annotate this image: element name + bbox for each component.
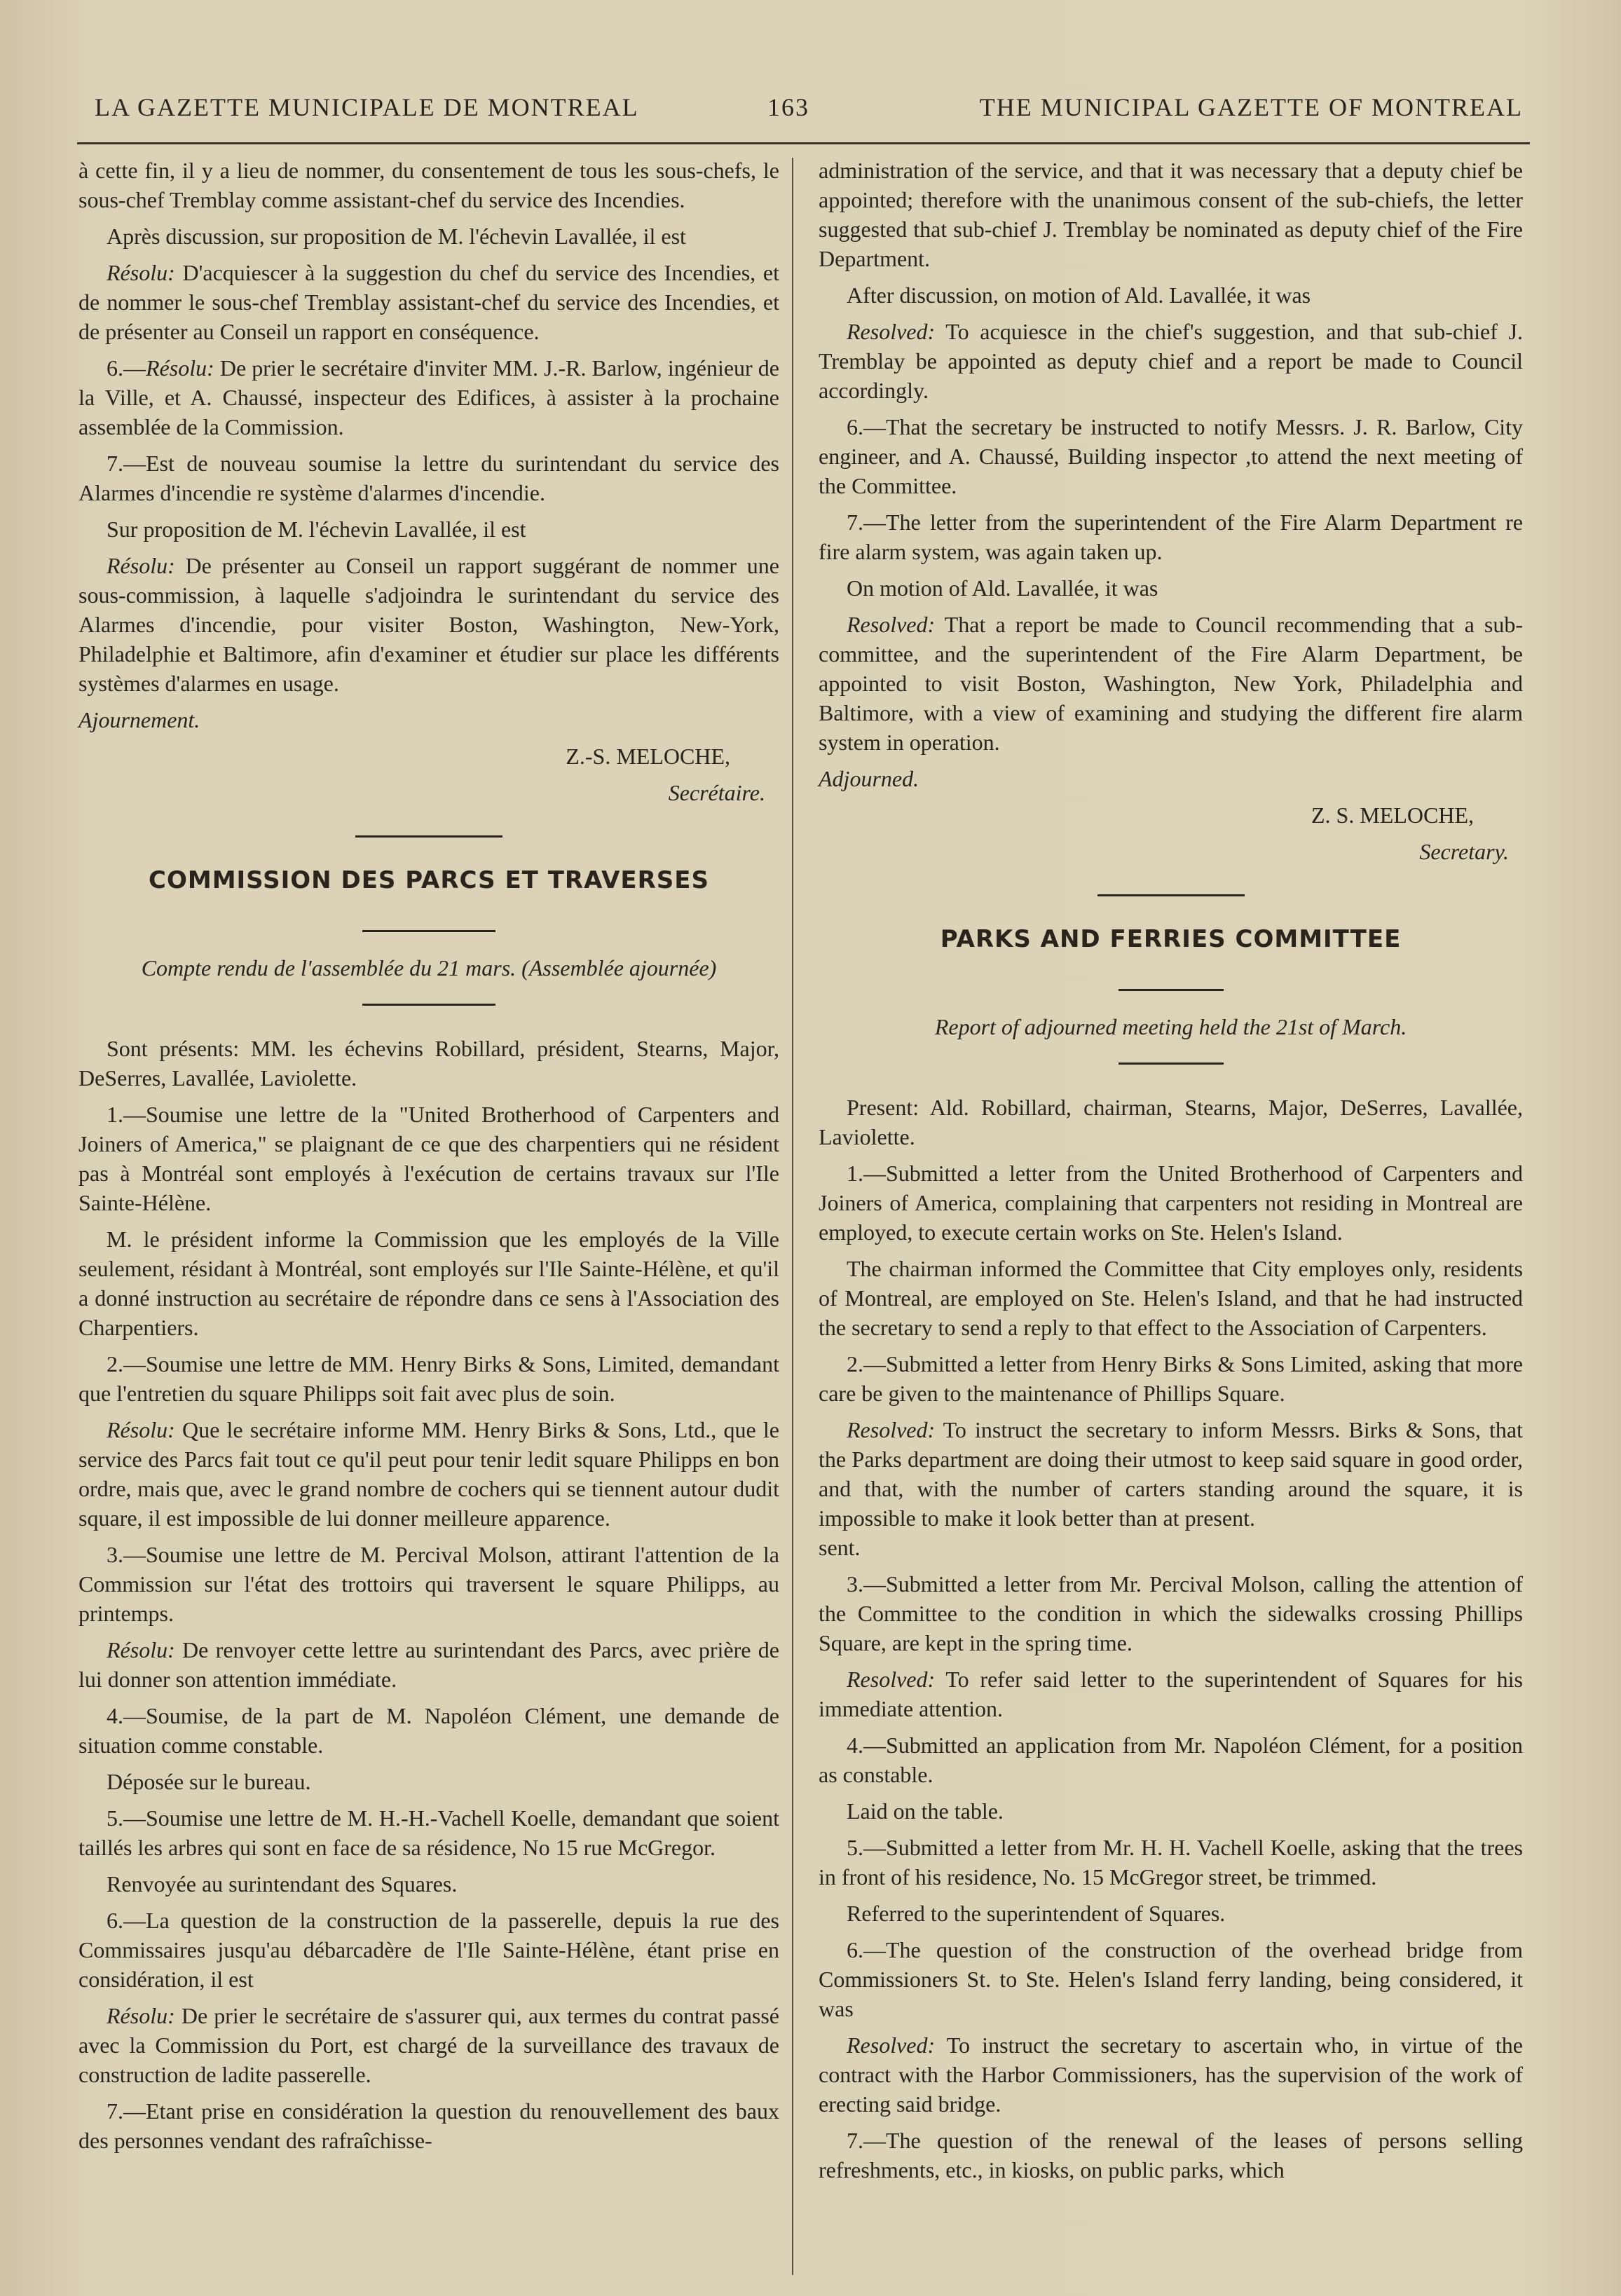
fr-paragraph: 5.—Soumise une lettre de M. H.-H.-Vachell Koelle, demandant que soient taillés les arbres qui sont en face de sa résidence, No 15 rue McGregor.	[78, 1805, 779, 1860]
en-adjourned: Adjourned.	[819, 766, 919, 791]
en-resolution-text: To refer said letter to the superintendent of Squares for his immediate attention.	[819, 1667, 1523, 1721]
en-paragraph: 5.—Submitted a letter from Mr. H. H. Vachell Koelle, asking that the trees in front of his residence, No. 15 McGregor street, be trimmed.	[819, 1835, 1523, 1890]
fr-resolution-text: De renvoyer cette lettre au surintendant des Parcs, avec prière de lui donner son attention immédiate.	[78, 1637, 779, 1692]
en-paragraph: 4.—Submitted an application from Mr. Napoléon Clément, for a position as constable.	[819, 1733, 1523, 1787]
en-resolved-label: Resolved:	[847, 2032, 936, 2058]
fr-paragraph: 2.—Soumise une lettre de MM. Henry Birks & Sons, Limited, demandant que l'entretien du square Philipps soit fait avec plus de soin.	[78, 1351, 779, 1406]
fr-paragraph: Sur proposition de M. l'échevin Lavallée, il est	[107, 517, 526, 542]
fr-paragraph: 7.—Est de nouveau soumise la lettre du surintendant du service des Alarmes d'incendie re système d'alarmes d'incendie.	[78, 451, 779, 505]
fr-paragraph	[78, 1415, 779, 1533]
fr-paragraph	[78, 2001, 779, 2089]
en-paragraph: 3.—Submitted a letter from Mr. Percival Molson, calling the attention of the Committee to the condition in which the sidewalks crossing Phillips Square, are kept in the spring time.	[819, 1571, 1523, 1655]
en-resolution-text: To acquiesce in the chief's suggestion, and that sub-chief J. Tremblay be appointed as deputy chief and a report be made to Council accordingly.	[819, 319, 1523, 403]
fr-paragraph: 3.—Soumise une lettre de M. Percival Molson, attirant l'attention de la Commission sur l'état des trottoirs qui traversent le square Philipps, au printemps.	[78, 1542, 779, 1626]
en-resolution-text: That a report be made to Council recommending that a sub-committee, and the superintendent of the Fire Alarm Department, be appointed to visit Boston, Washington, New York, Philadelphia and Baltimore, with a view of examining and studying the different fire alarm system in operation.	[819, 612, 1523, 755]
fr-resolution-text: De prier le secrétaire de s'assurer qui, aux termes du contrat passé avec la Commission du Port, est chargé de la surveillance des travaux de construction de ladite passerelle.	[78, 2003, 779, 2087]
en-paragraph: Present: Ald. Robillard, chairman, Stearns, Major, DeSerres, Lavallée, Laviolette.	[819, 1095, 1523, 1149]
en-paragraph: 7.—The letter from the superintendent of the Fire Alarm Department re fire alarm system, was again taken up.	[819, 510, 1523, 564]
fr-resolu-label: Résolu:	[107, 553, 175, 578]
header-french-title: LA GAZETTE MUNICIPALE DE MONTREAL	[95, 93, 639, 121]
section-separator	[355, 835, 502, 838]
section-separator	[1119, 989, 1224, 991]
en-paragraph	[819, 610, 1523, 757]
fr-resolution-text: De présenter au Conseil un rapport suggérant de nommer une sous-commission, à laquelle s'adjoindra le surintendant du service des Alarmes d'incendie, pour visiter Boston, Washington, New-York, Philadelphie et Baltimore, afin d'examiner et étudier sur place les différents systèmes d'alarmes en usage.	[78, 553, 779, 696]
en-paragraph: 2.—Submitted a letter from Henry Birks & Sons Limited, asking that more care be given to the maintenance of Phillips Square.	[819, 1351, 1523, 1406]
en-paragraph: 6.—That the secretary be instructed to notify Messrs. J. R. Barlow, City engineer, and A. Chaussé, Building inspector ,to attend the next meeting of the Committee.	[819, 414, 1523, 498]
en-paragraph: sent.	[819, 1535, 861, 1560]
fr-paragraph: à cette fin, il y a lieu de nommer, du consentement de tous les sous-chefs, le sous-chef Tremblay comme assistant-chef du service des Incendies.	[78, 158, 779, 212]
en-resolved-label: Resolved:	[847, 1417, 936, 1442]
running-header	[95, 93, 1523, 128]
en-paragraph: administration of the service, and that it was necessary that a deputy chief be appointed; therefore with the unanimous consent of the sub-chiefs, the letter suggested that sub-chief J. Tremblay be nominated as deputy chief of the Fire Department.	[819, 158, 1523, 271]
en-resolution-text: To instruct the secretary to ascertain who, in virtue of the contract with the Harbor Commissioners, has the supervision of the work of erecting said bridge.	[819, 2032, 1523, 2117]
fr-paragraph	[78, 353, 779, 442]
en-paragraph: On motion of Ald. Lavallée, it was	[847, 575, 1158, 601]
fr-subtitle: Compte rendu de l'assemblée du 21 mars. (Assemblée ajournée)	[141, 955, 717, 980]
en-subtitle: Report of adjourned meeting held the 21st of March.	[934, 1014, 1407, 1039]
fr-resolution-text: Que le secrétaire informe MM. Henry Birks & Sons, Ltd., que le service des Parcs fait tout ce qu'il peut pour tenir ledit square Philipps en bon ordre, mais que, avec le grand nombre de cochers qui se tiennent autour dudit square, il est impossible de lui donner meilleure apparence.	[78, 1417, 779, 1531]
fr-resolution-text: D'acquiescer à la suggestion du chef du service des Incendies, et de nommer le sous-chef Tremblay assistant-chef du service des Incendies, et de présenter au Conseil un rapport en conséquence.	[78, 260, 779, 344]
fr-resolution-text: De prier le secrétaire d'inviter MM. J.-R. Barlow, ingénieur de la Ville, et A. Chaussé, inspecteur des Edifices, à assister à la prochaine assemblée de la Commission.	[78, 355, 779, 439]
fr-paragraph: Sont présents: MM. les échevins Robillard, président, Stearns, Major, DeSerres, Lavallée, Laviolette.	[78, 1036, 779, 1091]
en-paragraph	[819, 1415, 1523, 1533]
en-paragraph: 7.—The question of the renewal of the leases of persons selling refreshments, etc., in kiosks, on public parks, which	[819, 2128, 1523, 2182]
fr-resolu-label: Résolu:	[107, 2003, 175, 2028]
fr-paragraph: Renvoyée au surintendant des Squares.	[107, 1871, 458, 1897]
fr-signature-title: Secrétaire.	[668, 780, 765, 805]
en-resolved-label: Resolved:	[847, 1667, 936, 1692]
fr-paragraph	[78, 1635, 779, 1694]
section-separator	[362, 1004, 495, 1006]
section-separator	[1097, 894, 1245, 896]
fr-paragraph	[78, 258, 779, 346]
fr-item-number: 6.—	[107, 355, 146, 381]
fr-paragraph: M. le président informe la Commission que les employés de la Ville seulement, résidant à Montréal, sont employés sur l'Ile Sainte-Hélène, et qu'il a donné instruction au secrétaire de répondre dans ce sens à l'Association des Charpentiers.	[78, 1226, 779, 1340]
en-paragraph	[819, 2030, 1523, 2119]
en-paragraph: 6.—The question of the construction of the overhead bridge from Commissioners St. to Ste. Helen's Island ferry landing, being considered, it was	[819, 1937, 1523, 2021]
fr-signature-name: Z.-S. MELOCHE,	[566, 744, 730, 769]
french-column	[78, 156, 779, 2162]
column-divider	[792, 158, 793, 2275]
en-paragraph: 1.—Submitted a letter from the United Brotherhood of Carpenters and Joiners of America, complaining that carpenters not residing in Montreal are employed, to execute certain works on Ste. Helen's Island.	[819, 1161, 1523, 1245]
en-paragraph: Laid on the table.	[847, 1798, 1004, 1824]
english-column	[819, 156, 1523, 2192]
fr-paragraph	[78, 551, 779, 698]
fr-paragraph: 4.—Soumise, de la part de M. Napoléon Clément, une demande de situation comme constable.	[78, 1703, 779, 1758]
en-paragraph	[819, 1665, 1523, 1723]
fr-adjourned: Ajournement.	[78, 707, 200, 732]
en-resolved-label: Resolved:	[847, 319, 936, 344]
fr-section-title: COMMISSION DES PARCS ET TRAVERSES	[149, 866, 709, 894]
fr-paragraph: Après discussion, sur proposition de M. l'échevin Lavallée, il est	[107, 224, 686, 249]
fr-resolu-label: Résolu:	[146, 355, 214, 381]
fr-paragraph: 1.—Soumise une lettre de la "United Brotherhood of Carpenters and Joiners of America," se plaignant de ce que des charpentiers qui ne résident pas à Montréal sont employés à l'exécution de certains travaux sur l'Ile Sainte-Hélène.	[78, 1102, 779, 1215]
fr-resolu-label: Résolu:	[107, 1637, 175, 1662]
en-paragraph: After discussion, on motion of Ald. Lavallée, it was	[847, 282, 1311, 308]
en-paragraph: The chairman informed the Committee that City employes only, residents of Montreal, are employed on Ste. Helen's Island, and that he had instructed the secretary to send a reply to that effect to the Association of Carpenters.	[819, 1256, 1523, 1340]
header-rule	[77, 142, 1530, 144]
fr-resolu-label: Résolu:	[107, 260, 175, 285]
en-signature-name: Z. S. MELOCHE,	[1311, 802, 1474, 828]
fr-paragraph: 6.—La question de la construction de la passerelle, depuis la rue des Commissaires jusqu'au débarcadère de l'Ile Sainte-Hélène, étant prise en considération, il est	[78, 1908, 779, 1992]
section-separator	[362, 930, 495, 932]
section-separator	[1119, 1062, 1224, 1065]
header-english-title: THE MUNICIPAL GAZETTE OF MONTREAL	[979, 93, 1523, 121]
fr-resolu-label: Résolu:	[107, 1417, 175, 1442]
en-resolution-text: To instruct the secretary to inform Messrs. Birks & Sons, that the Parks department are doing their utmost to keep said square in good order, and that, with the number of carters standing around the square, it is impossible to make it look better than at present.	[819, 1417, 1523, 1531]
en-paragraph	[819, 317, 1523, 405]
en-paragraph: Referred to the superintendent of Squares.	[847, 1901, 1226, 1926]
fr-paragraph: 7.—Etant prise en considération la question du renouvellement des baux des personnes vendant des rafraîchisse-	[78, 2098, 779, 2153]
fr-paragraph: Déposée sur le bureau.	[107, 1769, 311, 1794]
en-resolved-label: Resolved:	[847, 612, 936, 637]
en-signature-title: Secretary.	[1419, 839, 1509, 864]
page-number: 163	[767, 93, 809, 121]
en-section-title: PARKS AND FERRIES COMMITTEE	[940, 925, 1402, 953]
